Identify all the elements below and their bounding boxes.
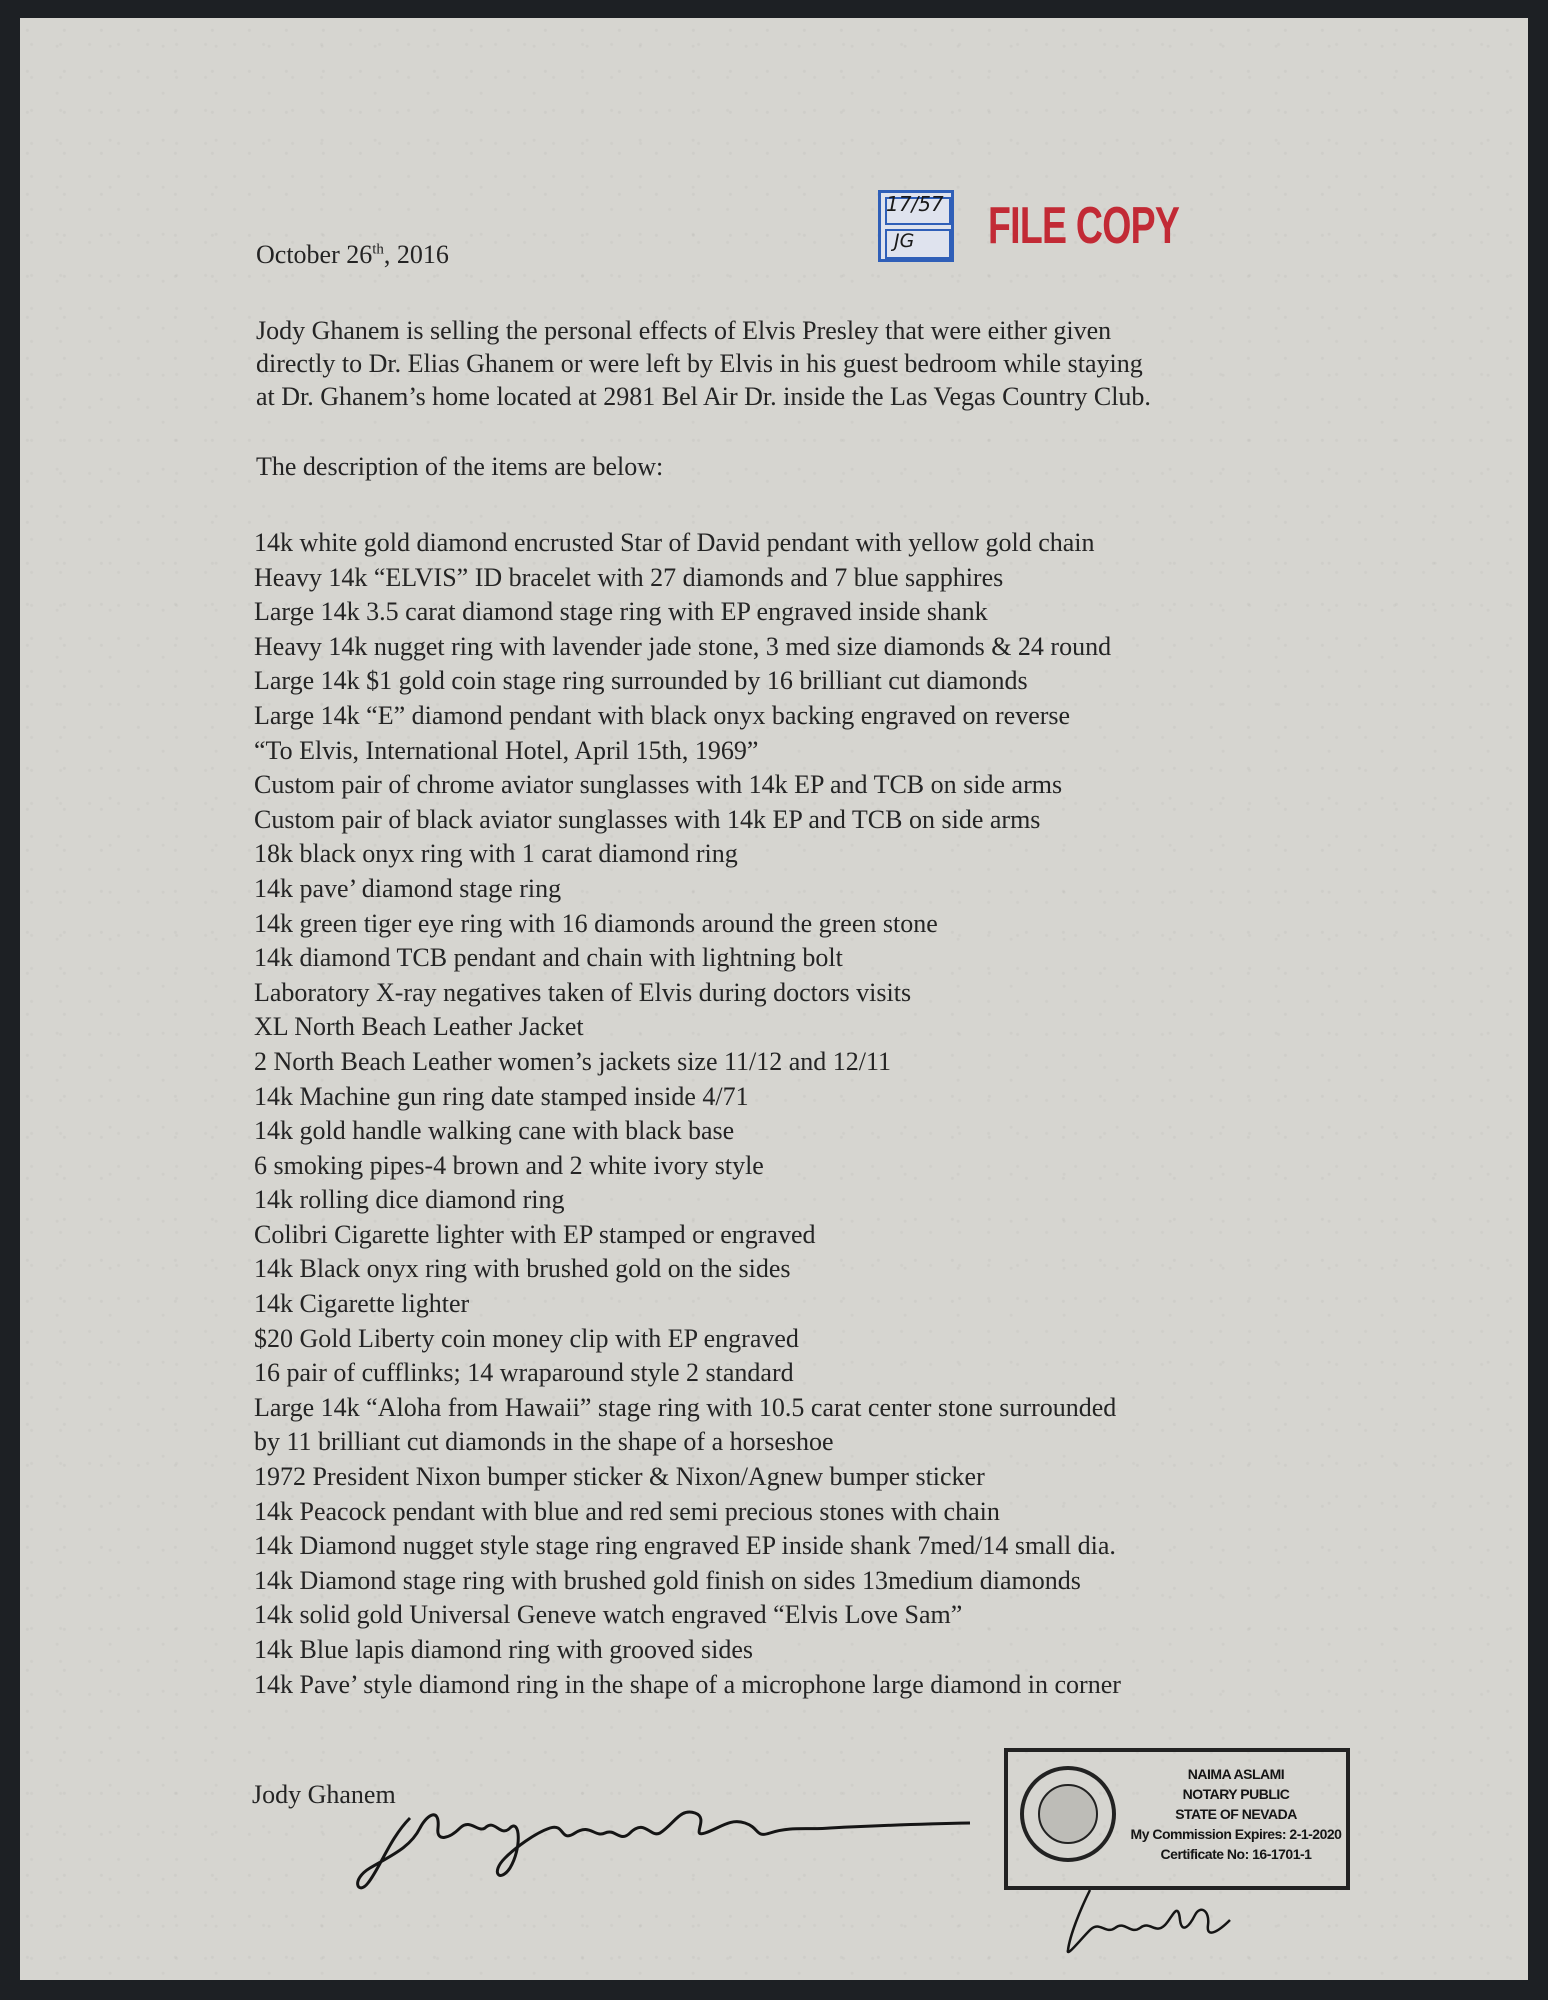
notary-name: NAIMA ASLAMI	[1187, 1766, 1285, 1782]
item-line: 14k Diamond nugget style stage ring engraved EP inside shank 7med/14 small dia.	[254, 1531, 1116, 1561]
items-list	[254, 526, 1121, 1702]
notary-certificate: Certificate No: 16-1701-1	[1160, 1846, 1312, 1862]
item-line: 14k diamond TCB pendant and chain with lightning bolt	[254, 943, 843, 973]
item-line: Custom pair of chrome aviator sunglasses with 14k EP and TCB on side arms	[254, 770, 1063, 800]
letter-date: October 26th, 2016	[256, 240, 449, 269]
item-line: 14k green tiger eye ring with 16 diamonds around the green stone	[254, 908, 938, 938]
item-line: “To Elvis, International Hotel, April 15th, 1969”	[254, 735, 759, 765]
intro-paragraph	[256, 314, 1151, 413]
document-page	[20, 18, 1528, 1980]
item-line: 14k solid gold Universal Geneve watch engraved “Elvis Love Sam”	[254, 1600, 963, 1630]
items-lead-sentence: The description of the items are below:	[256, 452, 664, 481]
item-line: Heavy 14k nugget ring with lavender jade stone, 3 med size diamonds & 24 round	[254, 631, 1112, 661]
item-line: Laboratory X-ray negatives taken of Elvis during doctors visits	[254, 977, 912, 1007]
item-line: 14k Diamond stage ring with brushed gold finish on sides 13medium diamonds	[254, 1565, 1081, 1595]
notary-state: STATE OF NEVADA	[1175, 1806, 1297, 1822]
item-line: Custom pair of black aviator sunglasses with 14k EP and TCB on side arms	[254, 804, 1041, 834]
item-line: 14k Blue lapis diamond ring with grooved sides	[254, 1635, 754, 1664]
item-line: Large 14k $1 gold coin stage ring surrounded by 16 brilliant cut diamonds	[254, 666, 1028, 696]
item-line: 14k Cigarette lighter	[254, 1289, 470, 1319]
item-line: 1972 President Nixon bumper sticker & Nixon/Agnew bumper sticker	[254, 1462, 985, 1492]
item-line: Heavy 14k “ELVIS” ID bracelet with 27 diamonds and 7 blue sapphires	[254, 562, 1004, 592]
intro-line: Jody Ghanem is selling the personal effects of Elvis Presley that were either given	[256, 316, 1112, 345]
box-mark-top: 17/57	[886, 192, 944, 216]
notary-stamp	[1004, 1748, 1350, 1890]
item-line: 14k white gold diamond encrusted Star of David pendant with yellow gold chain	[254, 528, 1095, 557]
item-line: 18k black onyx ring with 1 carat diamond ring	[254, 839, 738, 869]
item-line: 14k Peacock pendant with blue and red semi precious stones with chain	[254, 1496, 1000, 1526]
notary-commission: My Commission Expires: 2-1-2020	[1130, 1826, 1342, 1842]
item-line: 14k pave’ diamond stage ring	[254, 873, 562, 903]
signer-name: Jody Ghanem	[252, 1780, 396, 1809]
item-line: Large 14k 3.5 carat diamond stage ring with EP engraved inside shank	[254, 597, 988, 627]
handwritten-signature	[350, 1788, 990, 1898]
item-line: 6 smoking pipes-4 brown and 2 white ivory style	[254, 1150, 764, 1180]
item-line: Large 14k “Aloha from Hawaii” stage ring with 10.5 carat center stone surrounded	[254, 1392, 1117, 1422]
item-line: 16 pair of cufflinks; 14 wraparound style 2 standard	[254, 1358, 794, 1388]
item-line: $20 Gold Liberty coin money clip with EP engraved	[254, 1323, 799, 1353]
item-line: 14k gold handle walking cane with black base	[254, 1116, 735, 1146]
intro-line: directly to Dr. Elias Ghanem or were left by Elvis in his guest bedroom while staying	[256, 349, 1143, 378]
notary-title: NOTARY PUBLIC	[1182, 1786, 1290, 1802]
item-line: 14k Pave’ style diamond ring in the shape of a microphone large diamond in corner	[254, 1669, 1121, 1699]
file-copy-stamp: FILE COPY	[988, 197, 1180, 255]
notary-signature	[1060, 1880, 1260, 1960]
item-line: 2 North Beach Leather women’s jackets size 11/12 and 12/11	[254, 1046, 892, 1076]
intro-line: at Dr. Ghanem’s home located at 2981 Bel Air Dr. inside the Las Vegas Country Club.	[256, 382, 1151, 411]
item-line: Large 14k “E” diamond pendant with black onyx backing engraved on reverse	[254, 700, 1071, 730]
item-line: 14k rolling dice diamond ring	[254, 1185, 565, 1215]
item-line: 14k Black onyx ring with brushed gold on the sides	[254, 1254, 791, 1284]
item-line: 14k Machine gun ring date stamped inside 4/71	[254, 1081, 749, 1111]
notary-seal-icon	[1020, 1766, 1116, 1862]
item-line: XL North Beach Leather Jacket	[254, 1012, 584, 1042]
item-line: Colibri Cigarette lighter with EP stamped or engraved	[254, 1219, 816, 1249]
item-line: by 11 brilliant cut diamonds in the shape of a horseshoe	[254, 1427, 834, 1457]
box-mark-bottom: JG	[894, 230, 915, 252]
